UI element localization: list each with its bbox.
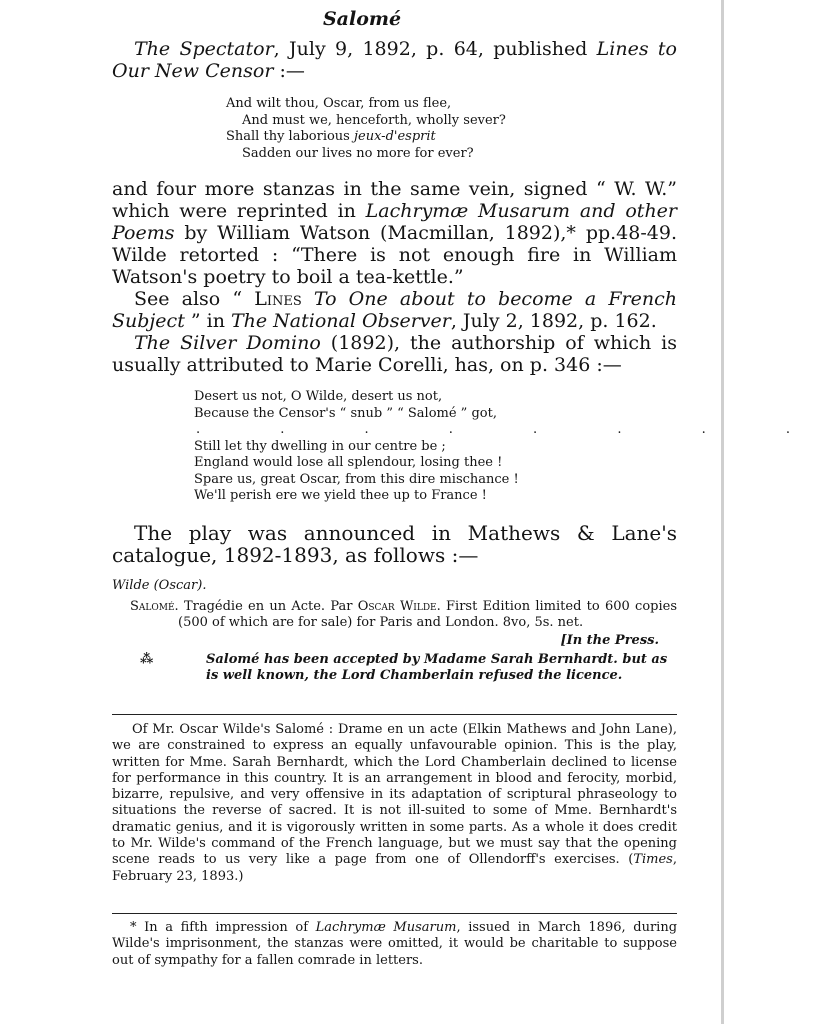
paragraph-tail: :— (273, 60, 305, 82)
paragraph-text: See also “ (134, 288, 255, 310)
catalogue-entry (112, 578, 677, 684)
catalogue-note (112, 652, 677, 684)
catalogue-description (112, 599, 677, 631)
paragraph-spectator (112, 38, 677, 82)
running-head: Salomé (322, 8, 402, 30)
poem-title: Lines to Our New Censor (112, 38, 677, 82)
footnote-rule (112, 913, 677, 914)
verse-ellipsis: . . . . . . . . (196, 422, 828, 437)
catalogue-title: Salomé. (130, 599, 179, 614)
catalogue-text: First Edition limited to 600 copies (500 of which are for sale) for Paris and London. 8vo, 5s. net. (178, 599, 677, 630)
verse-line: Still let thy dwelling in our centre be ; (194, 438, 446, 454)
paragraph-text: , July 2, 1892, p. 162. (450, 310, 657, 332)
catalogue-author: Wilde (Oscar). (112, 578, 207, 593)
paragraph-see-also (112, 288, 677, 332)
press-note: [In the Press. (560, 633, 659, 648)
asterism-icon: ⁂ (140, 652, 154, 667)
paragraph-text: (1892), the authorship of which is usually attributed to Marie Corelli, has, on p. 346 :— (112, 332, 678, 376)
verse-block-corelli (194, 389, 828, 505)
times-review (112, 722, 677, 885)
catalogue-text: Tragédie en un Acte. Par (178, 599, 358, 614)
book-title: Lachrymæ Musarum (315, 920, 457, 935)
paragraph-silver-domino (112, 332, 677, 376)
verse-line: We'll perish ere we yield thee up to France ! (194, 488, 487, 503)
review-date: , February 23, 1893.) (112, 852, 677, 884)
paragraph-text: and four more stanzas in the same vein, signed “ W. W.” which were reprinted in (112, 178, 677, 222)
verse-block-watson (226, 96, 506, 162)
footnote (112, 920, 677, 969)
review-source: Times (633, 852, 673, 868)
page-edge-rule (721, 0, 724, 1024)
small-caps-text: Lines (254, 288, 302, 310)
book-title: The Silver Domino (134, 332, 321, 354)
divider-rule (112, 714, 677, 715)
paragraph-watson (112, 178, 677, 288)
verse-line: And wilt thou, Oscar, from us flee, (226, 96, 452, 111)
verse-line: Desert us not, O Wilde, desert us not, (194, 389, 443, 404)
verse-line (226, 129, 506, 146)
footnote-text: , issued in March 1896, during Wilde's imprisonment, the stanzas were omitted, it would be charitable to suppose out of sympathy for a fallen comrade in letters. (112, 920, 678, 968)
catalogue-author-name: Oscar Wilde. (357, 599, 441, 614)
verse-italic: jeux-d'esprit (353, 129, 436, 144)
verse-line: Sadden our lives no more for ever? (242, 145, 474, 161)
verse-line: And must we, henceforth, wholly sever? (242, 112, 506, 128)
footnote-text: * In a fifth impression of (130, 920, 316, 935)
publication-date: , July 9, 1892, p. 64, published (273, 38, 597, 60)
poem-title: To One about to become a French Subject (112, 288, 678, 332)
paragraph-catalogue: The play was announced in Mathews & Lane's catalogue, 1892-1893, as follows :— (112, 521, 677, 567)
catalogue-note-text: Salomé has been accepted by Madame Sarah Bernhardt. but as is well known, the Lord Chamberlain refused the licence. (206, 652, 668, 683)
verse-line: England would lose all splendour, losing thee ! (194, 455, 503, 470)
review-text: Of Mr. Oscar Wilde's Salomé : Drame en un acte (Elkin Mathews and John Lane), we are constrained to express an equally unfavourable opinion. This is the play, written for Mme. Sarah Bernhardt, which the Lord Chamberlain declined to license for performance in this country. It is an arrangement in blood and ferocity, morbid, bizarre, repulsive, and very offensive in its adaptation of scriptural phraseology to situations the reverse of sacred. It is not ill-suited to some of Mme. Bernhardt's dramatic genius, and it is vigorously written in some parts. As a whole it does credit to Mr. Wilde's command of the French language, but we must say that the opening scene reads to us very like a page from one of Ollendorff's exercises. ( (112, 722, 677, 868)
paragraph-text: by William Watson (Macmillan, 1892),* pp.48-49. Wilde retorted : “There is not enough fire in William Watson's poetry to boil a tea-kettle.” (112, 222, 677, 288)
verse-line: Spare us, great Oscar, from this dire mischance ! (194, 471, 519, 487)
verse-line: Because the Censor's “ snub ” “ Salomé ” got, (194, 405, 497, 421)
book-title: Lachrymæ Musarum and other Poems (112, 200, 678, 244)
paragraph-text: ” in (184, 310, 231, 332)
verse-text: Shall thy laborious (226, 129, 354, 144)
publication-title: The National Observer (230, 310, 451, 332)
publication-title: The Spectator (134, 38, 274, 60)
